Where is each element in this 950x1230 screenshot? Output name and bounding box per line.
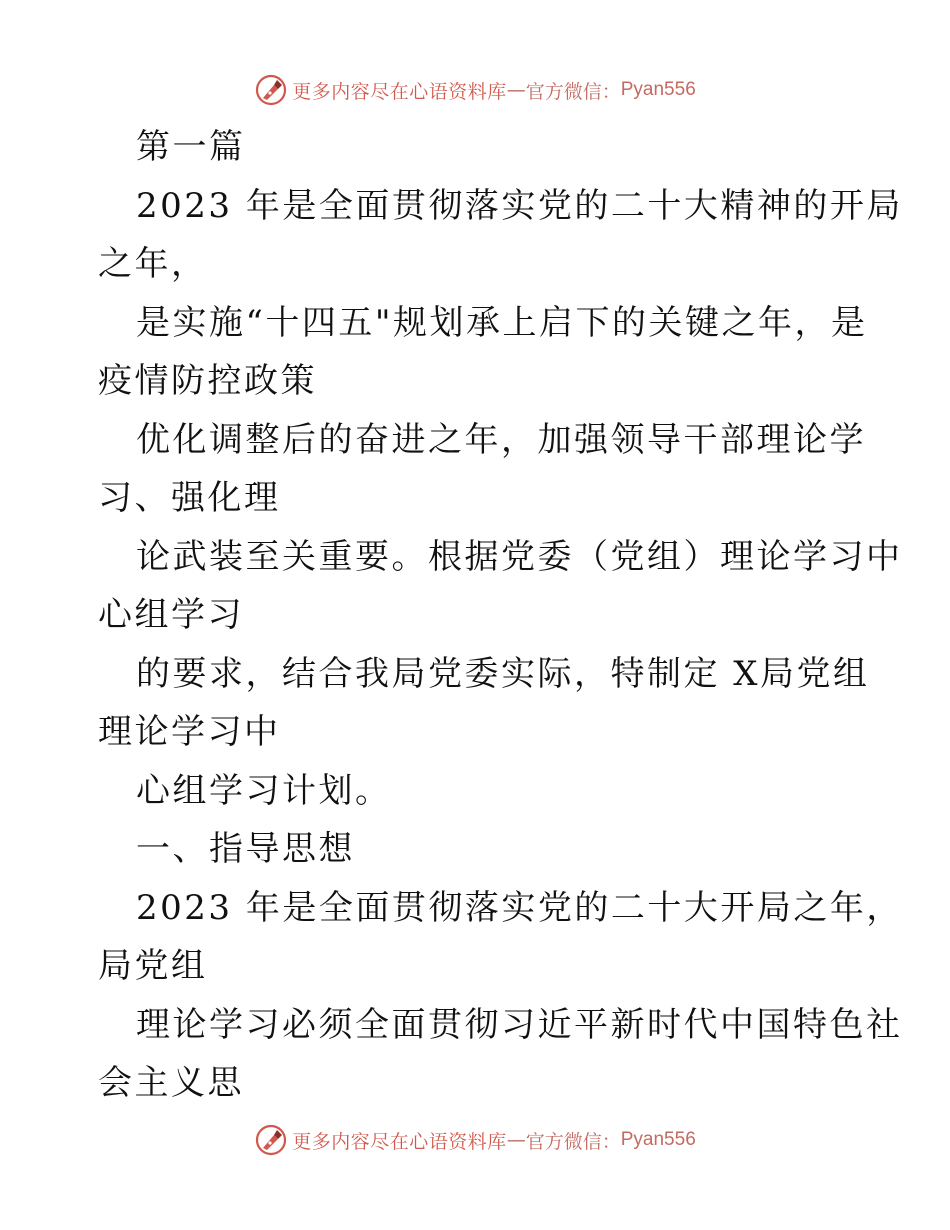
text-line: 心组学习: [98, 595, 244, 635]
text-line: 理论学习必须全面贯彻习近平新时代中国特色社: [136, 1004, 903, 1045]
watermark-contact-label: 官方微信：: [525, 80, 621, 103]
text-line: 2023 年是全面贯彻落实党的二十大开局之年，: [136, 887, 903, 928]
text-line: 局党组: [98, 946, 208, 986]
text-line: 心组学习计划。: [136, 770, 392, 811]
text-line: 的要求，结合我局党委实际，特制定 X局党组: [136, 653, 870, 694]
document-body: [98, 118, 903, 1113]
pen-nib-logo-icon: [254, 1123, 288, 1157]
footer-watermark: [0, 1120, 950, 1160]
text-line: 是实施“十四五"规划承上启下的关键之年，是: [136, 302, 868, 343]
text-line: 优化调整后的奋进之年，加强领导干部理论学: [136, 419, 866, 460]
watermark-separator: —: [506, 79, 526, 101]
header-watermark: [0, 70, 950, 110]
text-line: 理论学习中: [98, 712, 281, 752]
text-line: 论武装至关重要。根据党委（党组）理论学习中: [136, 536, 903, 577]
watermark-brand: 更多内容尽在心语资料库: [292, 80, 507, 103]
watermark-contact-id: Pyan556: [620, 79, 696, 100]
watermark-brand: 更多内容尽在心语资料库: [292, 1130, 507, 1153]
text-line: 疫情防控政策: [98, 361, 317, 401]
text-line: 会主义思: [98, 1063, 244, 1103]
text-line: 2023 年是全面贯彻落实党的二十大精神的开局: [136, 185, 903, 226]
pen-nib-logo-icon: [254, 73, 288, 107]
watermark-contact-id: Pyan556: [620, 1129, 696, 1150]
text-line: 之年，: [98, 244, 208, 284]
watermark-contact-label: 官方微信：: [525, 1130, 621, 1153]
section-heading: 一、指导思想: [136, 829, 355, 869]
text-line: 习、强化理: [98, 478, 281, 518]
text-line: 第一篇: [136, 127, 246, 167]
watermark-separator: —: [506, 1129, 526, 1151]
